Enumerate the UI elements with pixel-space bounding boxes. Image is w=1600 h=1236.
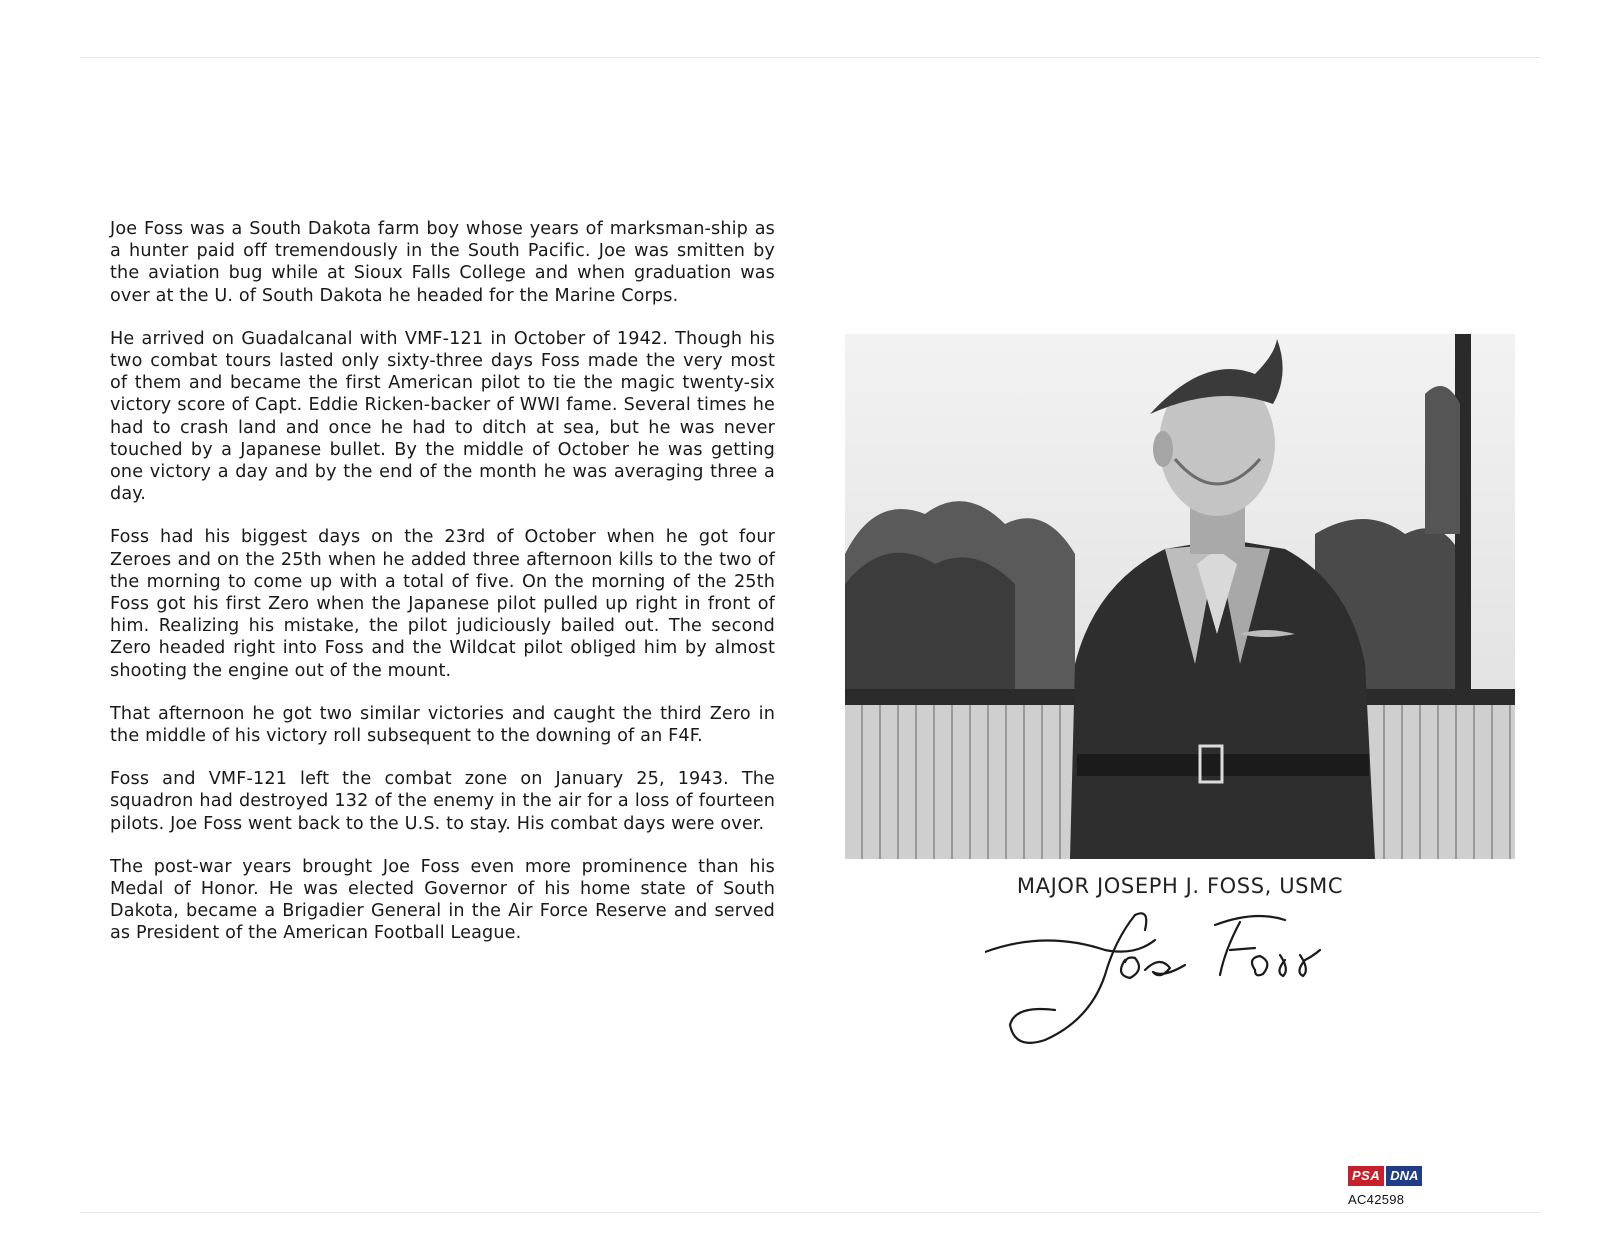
portrait-illustration (845, 334, 1515, 859)
bio-paragraph-2: He arrived on Guadalcanal with VMF-121 in October of 1942. Though his two combat tours lasted only sixty-three days Foss made the very most of them and became the first American pilot to tie the magic twenty-six victory score of Capt. Eddie Ricken-backer of WWI fame. Several times he had to crash land and once he had to ditch at sea, but he was never touched by a Japanese bullet. By the middle of October he was getting one victory a day and by the end of the month he was averaging three a day. (110, 328, 775, 505)
portrait-photo (845, 334, 1515, 859)
psa-dna-logo (1348, 1166, 1422, 1186)
photo-caption: MAJOR JOSEPH J. FOSS, USMC (1016, 874, 1344, 898)
autograph-signature (985, 900, 1355, 1070)
signature-icon (985, 900, 1355, 1070)
dna-logo-text: DNA (1386, 1166, 1422, 1186)
bio-paragraph-3: Foss had his biggest days on the 23rd of October when he got four Zeroes and on the 25th when he added three afternoon kills to the two of the morning to come up with a total of five. On the morning of the 25th Foss got his first Zero when the Japanese pilot pulled up right in front of him. Realizing his mistake, the pilot judiciously bailed out. The second Zero headed right into Foss and the Wildcat pilot obliged him by almost shooting the engine out of the mount. (110, 527, 775, 681)
page-edge-top (80, 57, 1540, 58)
psa-logo-text: PSA (1348, 1166, 1384, 1186)
authentication-sticker (1348, 1166, 1422, 1207)
bio-paragraph-4: That afternoon he got two similar victories and caught the third Zero in the middle of his victory roll subsequent to the downing of an F4F. (110, 703, 775, 747)
page-edge-bottom (80, 1212, 1540, 1213)
bio-paragraph-6: The post-war years brought Joe Foss even more prominence than his Medal of Honor. He was elected Governor of his home state of South Dakota, became a Brigadier General in the Air Force Reserve and served as President of the American Football League. (110, 856, 775, 944)
bio-paragraph-5: Foss and VMF-121 left the combat zone on January 25, 1943. The squadron had destroyed 132 of the enemy in the air for a loss of fourteen pilots. Joe Foss went back to the U.S. to stay. His combat days were over. (110, 769, 775, 834)
bio-paragraph-1: Joe Foss was a South Dakota farm boy whose years of marksman-ship as a hunter paid off tremendously in the South Pacific. Joe was smitten by the aviation bug while at Sioux Falls College and when graduation was over at the U. of South Dakota he headed for the Marine Corps. (110, 219, 775, 306)
biography-text (110, 218, 775, 966)
certification-code: AC42598 (1348, 1192, 1405, 1207)
